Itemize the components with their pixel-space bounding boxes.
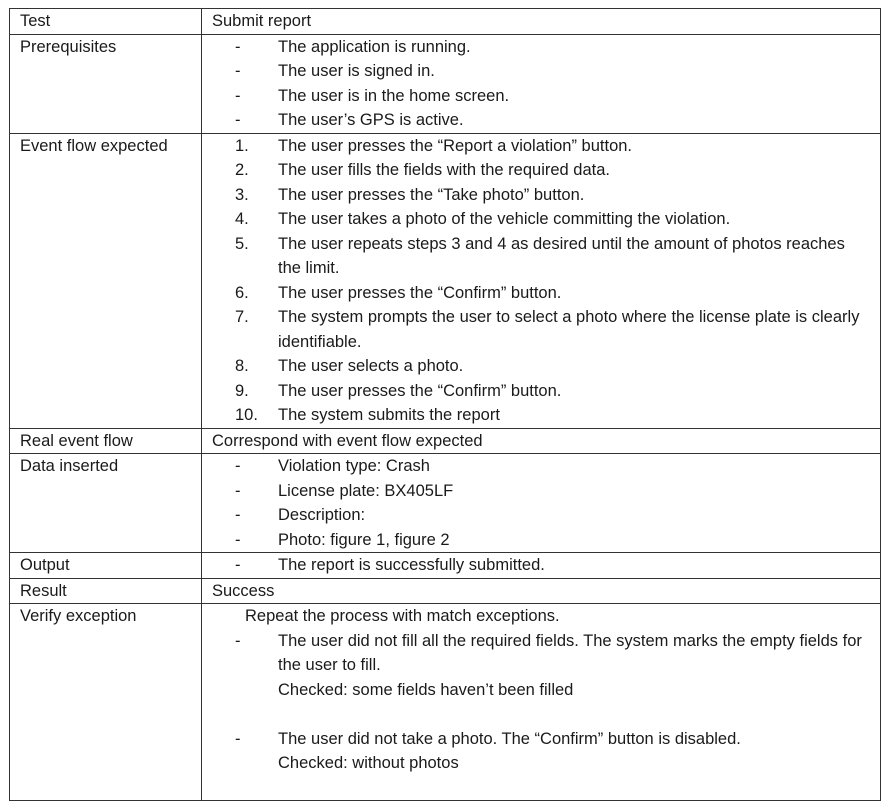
- row-verify-exception: [10, 604, 881, 801]
- bullet: -: [235, 481, 241, 500]
- verify-exception-intro: Repeat the process with match exceptions.: [245, 607, 560, 625]
- step-number: 9.: [235, 381, 249, 400]
- step-number: 5.: [235, 234, 249, 253]
- event-flow-expected-label: Event flow expected: [10, 133, 202, 428]
- list-item: 7. The system prompts the user to select a photo where the license plate is clearly identifiable.: [202, 305, 880, 354]
- bullet: -: [235, 556, 241, 574]
- row-prerequisites: [10, 34, 881, 133]
- row-result: [10, 578, 881, 604]
- verify-exception-label: Verify exception: [10, 604, 202, 801]
- data-inserted-label: Data inserted: [10, 454, 202, 553]
- list-item: - Violation type: Crash: [202, 454, 880, 479]
- list-item: 9. The user presses the “Confirm” button.: [202, 379, 880, 404]
- result-value: Success: [202, 578, 881, 604]
- list-item: - The user did not take a photo. The “Confirm” button is disabled.: [202, 727, 880, 752]
- list-item: - The report is successfully submitted.: [202, 553, 880, 578]
- prerequisites-label: Prerequisites: [10, 34, 202, 133]
- step-number: 1.: [235, 136, 249, 155]
- step-number: 4.: [235, 210, 249, 228]
- list-item: 1. The user presses the “Report a violation” button.: [202, 134, 880, 159]
- bullet: -: [235, 62, 241, 80]
- row-output: [10, 553, 881, 579]
- bullet: -: [235, 86, 241, 105]
- list-item: 3. The user presses the “Take photo” button.: [202, 183, 880, 208]
- list-item: - Description:: [202, 503, 880, 528]
- row-data-inserted: [10, 454, 881, 553]
- list-item: - The application is running.: [202, 35, 880, 60]
- bullet: -: [235, 631, 241, 650]
- bullet: -: [235, 530, 241, 549]
- step-number: 7.: [235, 308, 249, 326]
- list-item: 8. The user selects a photo.: [202, 354, 880, 379]
- prerequisites-list: [202, 34, 881, 133]
- test-label: Test: [10, 9, 202, 35]
- list-item: - The user is in the home screen.: [202, 84, 880, 109]
- spacer: [202, 702, 880, 727]
- list-item: 4. The user takes a photo of the vehicle committing the violation.: [202, 207, 880, 232]
- list-item: - Photo: figure 1, figure 2: [202, 528, 880, 553]
- checked-note: Checked: some fields haven’t been filled: [278, 680, 574, 699]
- step-number: 2.: [235, 161, 249, 179]
- data-inserted-list: [202, 454, 881, 553]
- list-item: - The user’s GPS is active.: [202, 108, 880, 133]
- list-item: 10. The system submits the report: [202, 403, 880, 428]
- bullet: -: [235, 506, 241, 524]
- output-list: [202, 553, 881, 579]
- bullet: -: [235, 111, 241, 129]
- bullet: -: [235, 37, 241, 56]
- row-test: [10, 9, 881, 35]
- step-number: 6.: [235, 283, 249, 302]
- test-value: Submit report: [202, 9, 881, 35]
- test-report-table: [9, 8, 881, 801]
- real-event-flow-value: Correspond with event flow expected: [202, 428, 881, 454]
- verify-exception-content: [202, 604, 881, 801]
- list-item: 6. The user presses the “Confirm” button.: [202, 281, 880, 306]
- event-flow-expected-list: [202, 133, 881, 428]
- row-event-flow-expected: [10, 133, 881, 428]
- step-number: 10.: [235, 406, 258, 424]
- list-item: - License plate: BX405LF: [202, 479, 880, 504]
- step-number: 8.: [235, 357, 249, 375]
- step-number: 3.: [235, 185, 249, 204]
- bullet: -: [235, 729, 241, 748]
- bullet: -: [235, 457, 241, 475]
- spacer: [202, 776, 880, 800]
- result-label: Result: [10, 578, 202, 604]
- list-item: - The user is signed in.: [202, 59, 880, 84]
- list-item: 2. The user fills the fields with the required data.: [202, 158, 880, 183]
- real-event-flow-label: Real event flow: [10, 428, 202, 454]
- output-label: Output: [10, 553, 202, 579]
- list-item: - The user did not fill all the required fields. The system marks the empty fields for the user to fill.: [202, 629, 880, 678]
- checked-note: Checked: without photos: [278, 754, 459, 772]
- row-real-event-flow: [10, 428, 881, 454]
- list-item: 5. The user repeats steps 3 and 4 as desired until the amount of photos reaches the limit.: [202, 232, 880, 281]
